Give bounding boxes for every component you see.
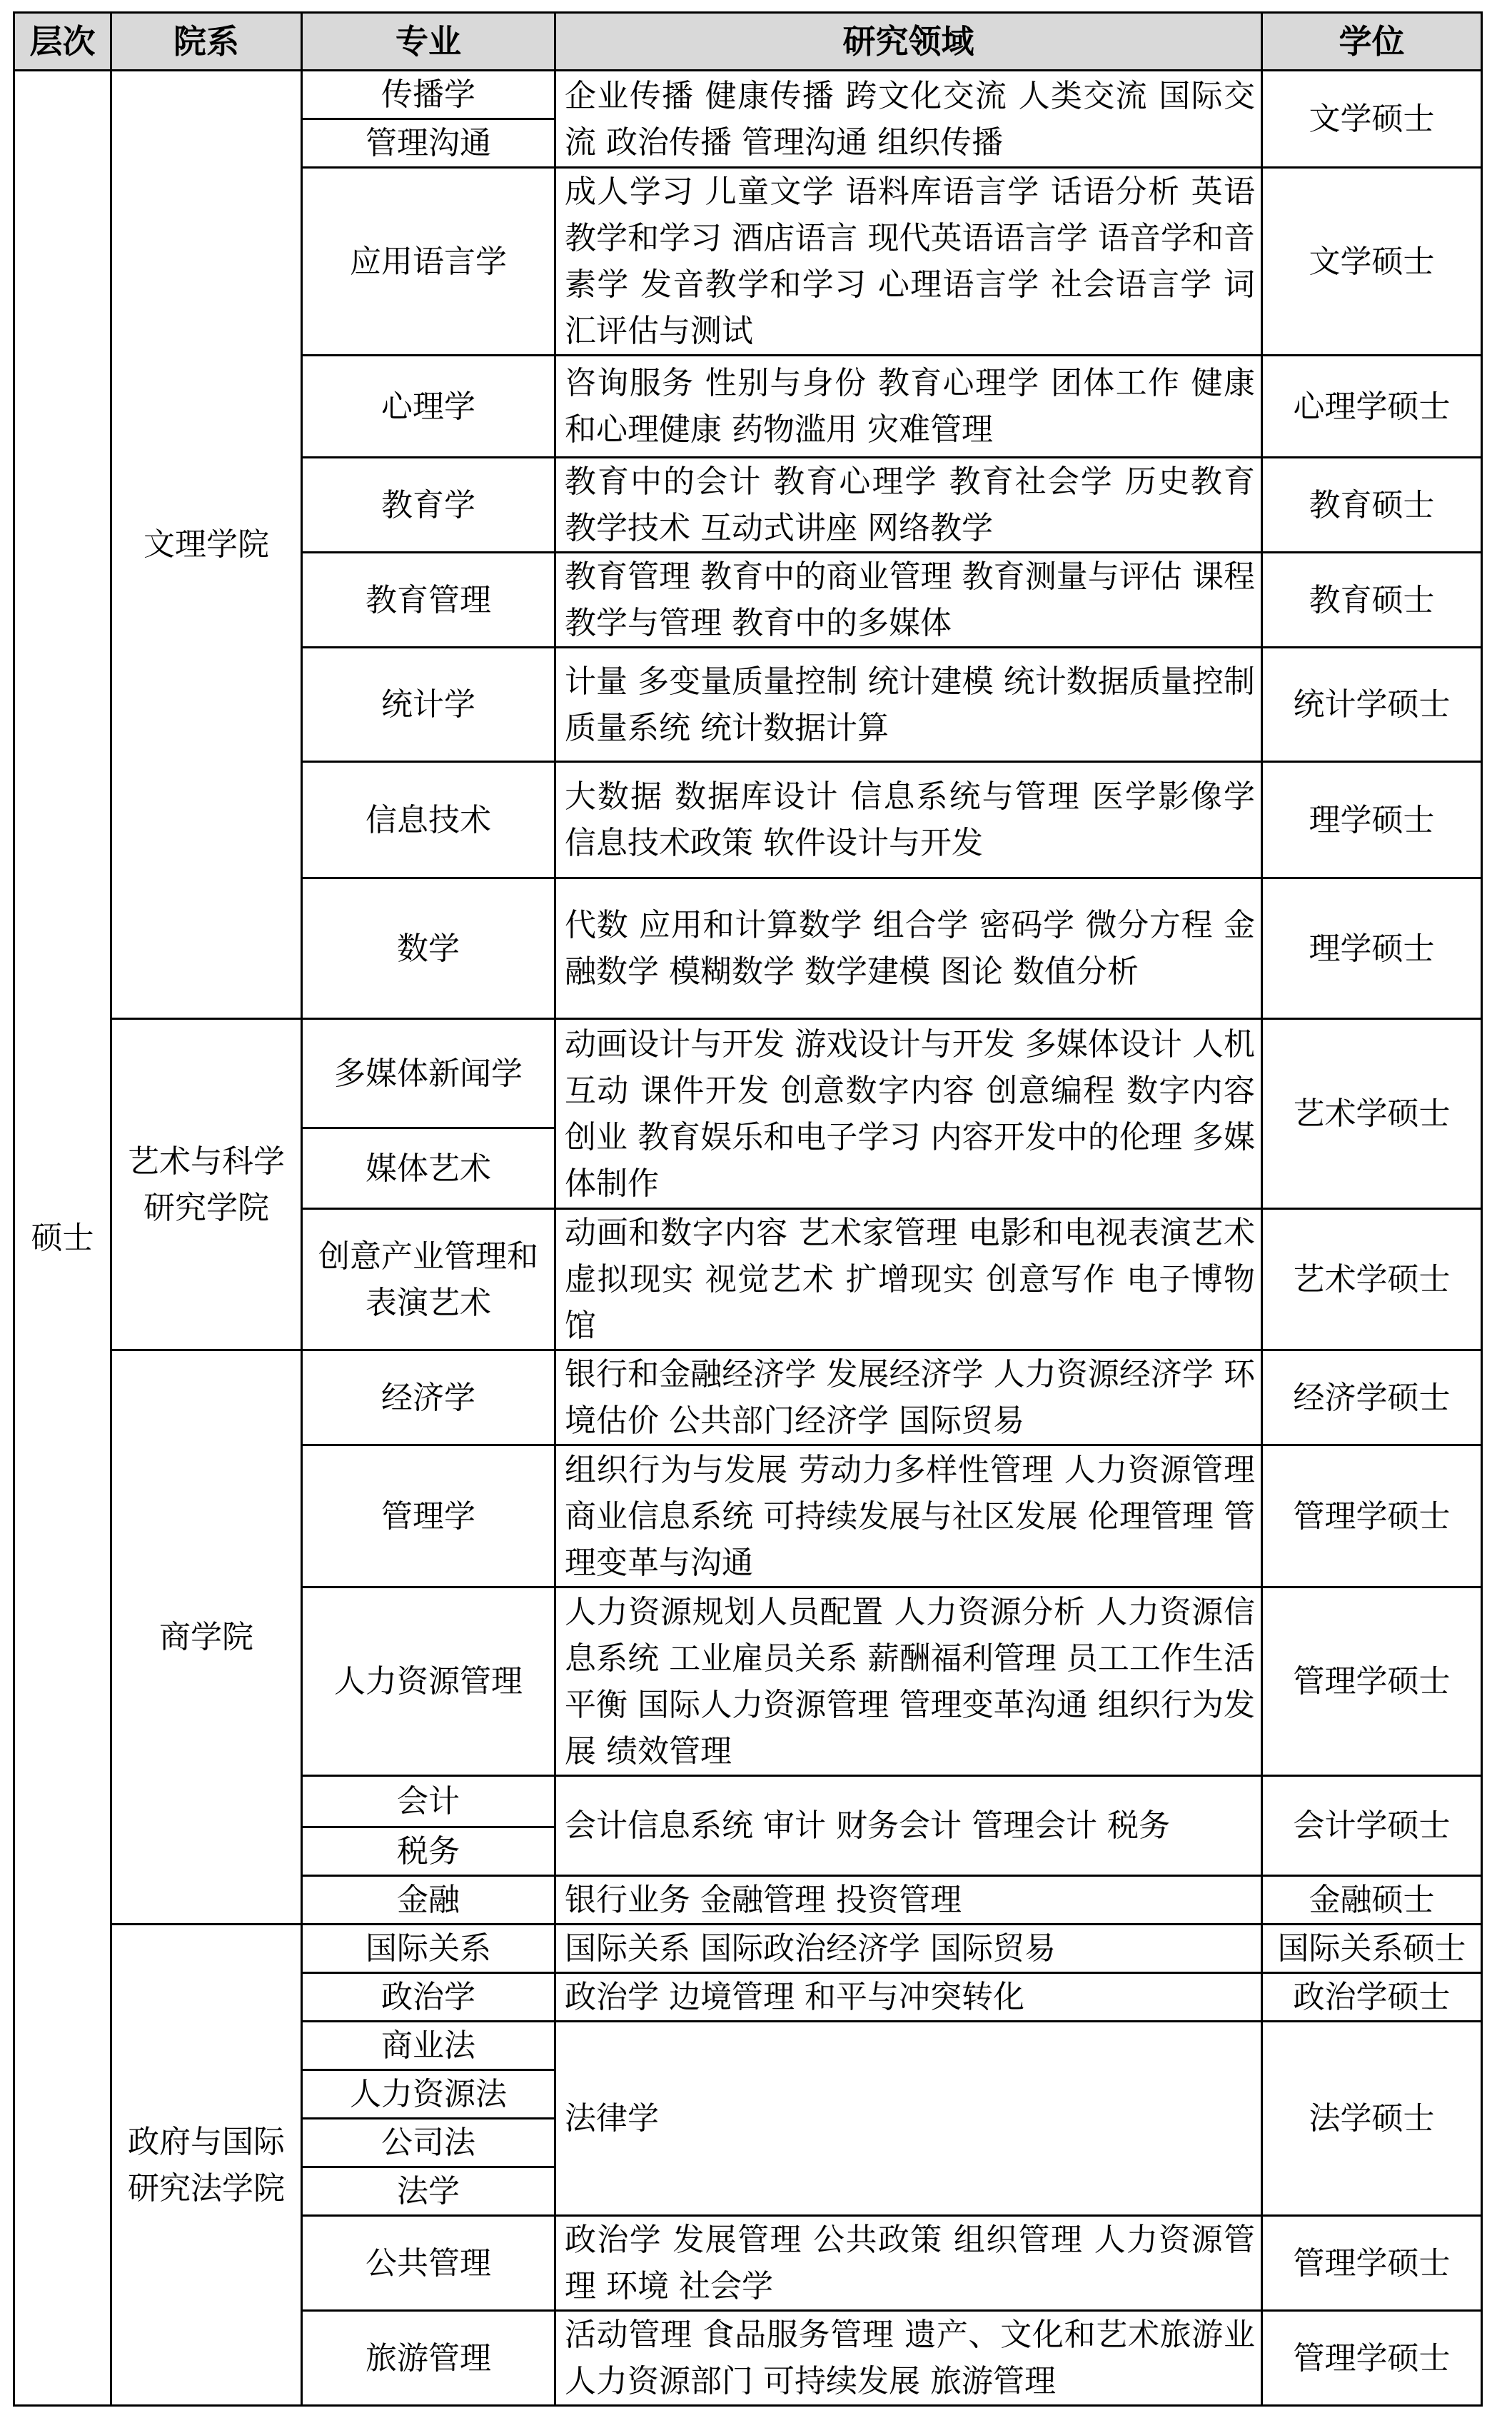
research-area-cell: 国际关系 国际政治经济学 国际贸易 <box>555 1925 1262 1973</box>
research-area-cell: 政治学 边境管理 和平与冲突转化 <box>555 1973 1262 2022</box>
research-area-cell: 教育中的会计 教育心理学 教育社会学 历史教育 教学技术 互动式讲座 网络教学 <box>555 458 1262 553</box>
major-cell: 税务 <box>302 1827 555 1876</box>
degree-cell: 管理学硕士 <box>1262 2216 1482 2311</box>
degree-cell: 政治学硕士 <box>1262 1973 1482 2022</box>
research-area-cell: 动画和数字内容 艺术家管理 电影和电视表演艺术 虚拟现实 视觉艺术 扩增现实 创意写作 电子博物馆 <box>555 1209 1262 1350</box>
major-cell: 人力资源管理 <box>302 1587 555 1776</box>
research-area-cell: 计量 多变量质量控制 统计建模 统计数据质量控制 质量系统 统计数据计算 <box>555 648 1262 762</box>
major-cell: 教育管理 <box>302 553 555 648</box>
research-area-cell: 企业传播 健康传播 跨文化交流 人类交流 国际交流 政治传播 管理沟通 组织传播 <box>555 71 1262 168</box>
header-dept: 院系 <box>111 13 302 71</box>
table-row <box>14 1925 1482 1973</box>
research-area-cell: 政治学 发展管理 公共政策 组织管理 人力资源管理 环境 社会学 <box>555 2216 1262 2311</box>
research-area-cell: 会计信息系统 审计 财务会计 管理会计 税务 <box>555 1776 1262 1876</box>
major-cell: 国际关系 <box>302 1925 555 1973</box>
degree-cell: 管理学硕士 <box>1262 1587 1482 1776</box>
major-cell: 管理沟通 <box>302 119 555 168</box>
research-area-cell: 人力资源规划人员配置 人力资源分析 人力资源信息系统 工业雇员关系 薪酬福利管理 员工工作生活平衡 国际人力资源管理 管理变革沟通 组织行为发展 绩效管理 <box>555 1587 1262 1776</box>
research-area-cell: 法律学 <box>555 2022 1262 2216</box>
dept-cell: 艺术与科学研究学院 <box>111 1019 302 1350</box>
dept-cell: 政府与国际研究法学院 <box>111 1925 302 2406</box>
degree-cell: 心理学硕士 <box>1262 356 1482 458</box>
degree-cell: 法学硕士 <box>1262 2022 1482 2216</box>
degree-cell: 会计学硕士 <box>1262 1776 1482 1876</box>
table-row <box>14 1350 1482 1445</box>
research-area-cell: 教育管理 教育中的商业管理 教育测量与评估 课程教学与管理 教育中的多媒体 <box>555 553 1262 648</box>
header-degree: 学位 <box>1262 13 1482 71</box>
research-area-cell: 银行和金融经济学 发展经济学 人力资源经济学 环境估价 公共部门经济学 国际贸易 <box>555 1350 1262 1445</box>
table-row <box>14 1019 1482 1128</box>
major-cell: 会计 <box>302 1776 555 1827</box>
table-row <box>14 71 1482 119</box>
research-area-cell: 代数 应用和计算数学 组合学 密码学 微分方程 金融数学 模糊数学 数学建模 图论 数值分析 <box>555 878 1262 1019</box>
level-cell: 硕士 <box>14 71 111 2406</box>
major-cell: 信息技术 <box>302 762 555 878</box>
dept-cell: 文理学院 <box>111 71 302 1019</box>
major-cell: 法学 <box>302 2167 555 2216</box>
major-cell: 传播学 <box>302 71 555 119</box>
research-area-cell: 活动管理 食品服务管理 遗产、文化和艺术旅游业人力资源部门 可持续发展 旅游管理 <box>555 2311 1262 2406</box>
research-area-cell: 咨询服务 性别与身份 教育心理学 团体工作 健康和心理健康 药物滥用 灾难管理 <box>555 356 1262 458</box>
degree-cell: 管理学硕士 <box>1262 1445 1482 1587</box>
degree-cell: 理学硕士 <box>1262 878 1482 1019</box>
degree-cell: 统计学硕士 <box>1262 648 1482 762</box>
major-cell: 公司法 <box>302 2119 555 2167</box>
major-cell: 教育学 <box>302 458 555 553</box>
dept-cell: 商学院 <box>111 1350 302 1925</box>
major-cell: 心理学 <box>302 356 555 458</box>
table-header-row <box>14 13 1482 71</box>
major-cell: 商业法 <box>302 2022 555 2070</box>
major-cell: 经济学 <box>302 1350 555 1445</box>
major-cell: 创意产业管理和表演艺术 <box>302 1209 555 1350</box>
degree-program-table <box>13 11 1483 2407</box>
research-area-cell: 动画设计与开发 游戏设计与开发 多媒体设计 人机互动 课件开发 创意数字内容 创意编程 数字内容创业 教育娱乐和电子学习 内容开发中的伦理 多媒体制作 <box>555 1019 1262 1209</box>
degree-cell: 文学硕士 <box>1262 71 1482 168</box>
degree-cell: 国际关系硕士 <box>1262 1925 1482 1973</box>
degree-cell: 艺术学硕士 <box>1262 1019 1482 1209</box>
header-area: 研究领域 <box>555 13 1262 71</box>
major-cell: 政治学 <box>302 1973 555 2022</box>
major-cell: 公共管理 <box>302 2216 555 2311</box>
degree-cell: 教育硕士 <box>1262 553 1482 648</box>
research-area-cell: 大数据 数据库设计 信息系统与管理 医学影像学 信息技术政策 软件设计与开发 <box>555 762 1262 878</box>
major-cell: 旅游管理 <box>302 2311 555 2406</box>
degree-cell: 理学硕士 <box>1262 762 1482 878</box>
major-cell: 人力资源法 <box>302 2070 555 2119</box>
header-major: 专业 <box>302 13 555 71</box>
degree-cell: 管理学硕士 <box>1262 2311 1482 2406</box>
major-cell: 应用语言学 <box>302 168 555 356</box>
major-cell: 数学 <box>302 878 555 1019</box>
degree-cell: 文学硕士 <box>1262 168 1482 356</box>
degree-cell: 艺术学硕士 <box>1262 1209 1482 1350</box>
degree-cell: 经济学硕士 <box>1262 1350 1482 1445</box>
degree-cell: 金融硕士 <box>1262 1876 1482 1925</box>
header-level: 层次 <box>14 13 111 71</box>
research-area-cell: 组织行为与发展 劳动力多样性管理 人力资源管理 商业信息系统 可持续发展与社区发展 伦理管理 管理变革与沟通 <box>555 1445 1262 1587</box>
degree-cell: 教育硕士 <box>1262 458 1482 553</box>
major-cell: 管理学 <box>302 1445 555 1587</box>
major-cell: 多媒体新闻学 <box>302 1019 555 1128</box>
research-area-cell: 成人学习 儿童文学 语料库语言学 话语分析 英语教学和学习 酒店语言 现代英语语言学 语音学和音素学 发音教学和学习 心理语言学 社会语言学 词汇评估与测试 <box>555 168 1262 356</box>
major-cell: 统计学 <box>302 648 555 762</box>
major-cell: 金融 <box>302 1876 555 1925</box>
major-cell: 媒体艺术 <box>302 1128 555 1209</box>
research-area-cell: 银行业务 金融管理 投资管理 <box>555 1876 1262 1925</box>
